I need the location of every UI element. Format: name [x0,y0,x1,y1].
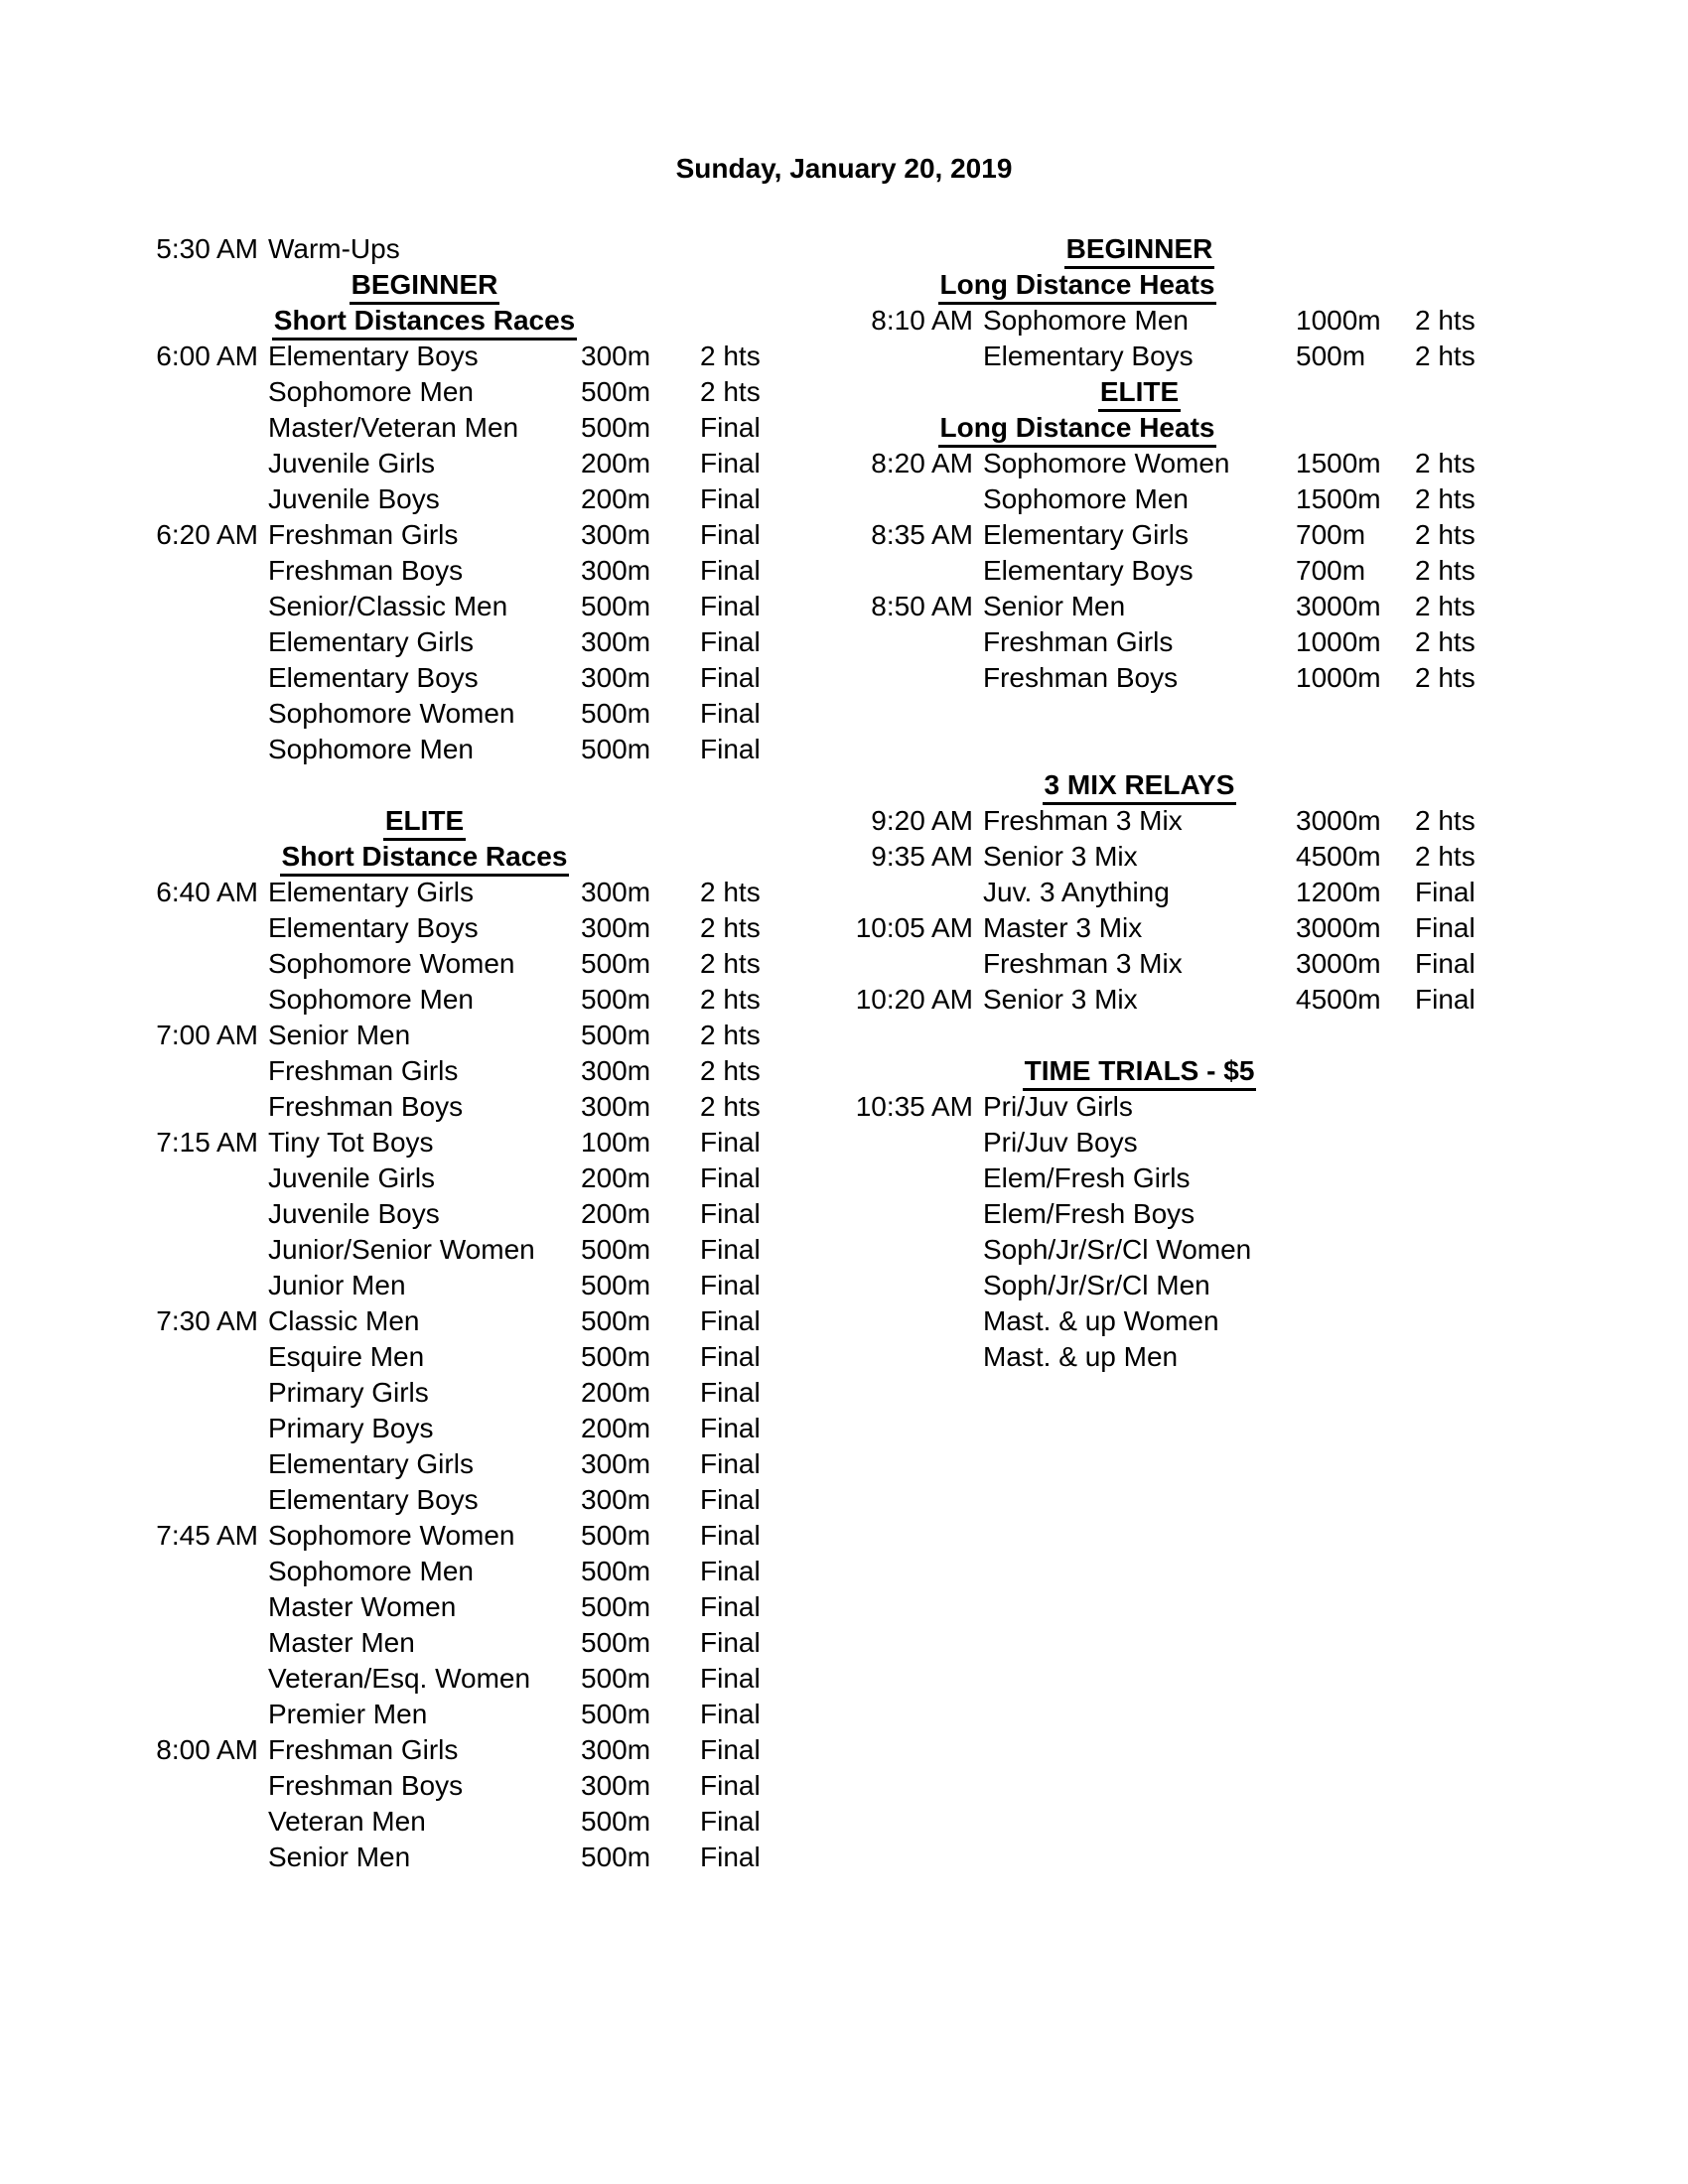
schedule-time: 10:35 AM [855,1091,973,1122]
schedule-distance: 500m [581,1270,651,1300]
schedule-row [859,839,1534,875]
schedule-time: 7:15 AM [156,1127,258,1158]
schedule-distance: 3000m [1296,912,1381,943]
schedule-heat: Final [1415,877,1476,907]
section-header [268,267,581,305]
schedule-heat: 2 hts [1415,805,1476,836]
schedule-row [144,732,819,767]
schedule-event: Sophomore Women [983,448,1230,478]
schedule-distance: 500m [581,1806,651,1837]
schedule-heat: Final [700,555,761,586]
schedule-event: Master 3 Mix [983,912,1143,943]
schedule-heat: Final [700,1627,761,1658]
schedule-row [859,803,1534,839]
section-header-label: Short Distance Races [280,841,570,877]
schedule-row [144,696,819,732]
schedule-heat: 2 hts [700,341,761,371]
schedule-distance: 300m [581,1770,651,1801]
schedule-row [144,1018,819,1053]
schedule-heat: Final [700,1520,761,1551]
schedule-event: Sophomore Men [983,305,1190,336]
schedule-event: Freshman Boys [983,662,1179,693]
schedule-event: Freshman Boys [268,555,464,586]
schedule-heat: 2 hts [1415,519,1476,550]
schedule-distance: 300m [581,1448,651,1479]
schedule-heat: 2 hts [700,1020,761,1050]
schedule-distance: 200m [581,448,651,478]
schedule-row [144,982,819,1018]
schedule-event: Senior Men [268,1842,411,1872]
section-header [859,410,1296,448]
schedule-event: Juvenile Boys [268,483,440,514]
schedule-heat: Final [700,412,761,443]
schedule-distance: 1000m [1296,305,1381,336]
section-header-row [859,231,1534,267]
schedule-distance: 500m [581,1591,651,1622]
schedule-row [144,231,819,267]
schedule-distance: 500m [581,412,651,443]
schedule-event: Juvenile Girls [268,1162,436,1193]
schedule-row [144,1053,819,1089]
schedule-heat: 2 hts [1415,591,1476,621]
schedule-distance: 1000m [1296,662,1381,693]
section-header-label: Long Distance Heats [938,412,1217,448]
schedule-row [144,1482,819,1518]
schedule-heat: Final [700,1556,761,1586]
schedule-heat: Final [700,519,761,550]
schedule-distance: 500m [581,591,651,621]
schedule-row [144,1661,819,1697]
schedule-heat: 2 hts [1415,626,1476,657]
schedule-row [144,374,819,410]
schedule-distance: 500m [581,1842,651,1872]
schedule-distance: 500m [581,1556,651,1586]
schedule-distance: 1500m [1296,483,1381,514]
schedule-distance: 1200m [1296,877,1381,907]
schedule-distance: 500m [581,1520,651,1551]
schedule-event: Sophomore Men [983,483,1190,514]
schedule-row [144,1125,819,1160]
schedule-row [859,589,1534,624]
section-header-row [859,267,1534,303]
schedule-distance: 500m [581,1663,651,1694]
schedule-distance: 1000m [1296,626,1381,657]
schedule-distance: 300m [581,1055,651,1086]
section-header-label: TIME TRIALS - $5 [1023,1055,1257,1091]
schedule-distance: 500m [581,376,651,407]
schedule-row [144,1625,819,1661]
schedule-event: Sophomore Women [268,1520,515,1551]
schedule-heat: Final [700,1305,761,1336]
spacer-row [859,1018,1534,1053]
schedule-heat: 2 hts [700,984,761,1015]
schedule-event: Elem/Fresh Girls [983,1162,1191,1193]
schedule-row [859,660,1534,696]
schedule-row [144,517,819,553]
schedule-row [144,1589,819,1625]
schedule-event: Master Women [268,1591,457,1622]
schedule-heat: 2 hts [700,912,761,943]
schedule-heat: Final [700,662,761,693]
section-header-row [859,767,1534,803]
schedule-event: Mast. & up Women [983,1305,1219,1336]
schedule-heat: 2 hts [1415,448,1476,478]
schedule-time: 5:30 AM [156,233,258,264]
schedule-distance: 4500m [1296,841,1381,872]
section-header [268,839,581,877]
schedule-event: Elementary Boys [268,341,479,371]
schedule-row [859,1268,1534,1303]
schedule-heat: Final [700,1806,761,1837]
schedule-time: 6:00 AM [156,341,258,371]
schedule-distance: 200m [581,1162,651,1193]
schedule-distance: 500m [581,1699,651,1729]
schedule-heat: Final [700,448,761,478]
section-header-label: Long Distance Heats [938,269,1217,305]
schedule-distance: 500m [581,734,651,764]
schedule-row [144,1411,819,1446]
schedule-distance: 200m [581,483,651,514]
schedule-row [859,1303,1534,1339]
schedule-distance: 500m [581,1305,651,1336]
section-header-row [144,803,819,839]
schedule-row [144,1554,819,1589]
schedule-event: Sophomore Men [268,376,475,407]
schedule-row [855,910,1534,946]
schedule-event: Sophomore Men [268,984,475,1015]
section-header-label: Short Distances Races [272,305,577,341]
schedule-row [859,446,1534,481]
schedule-distance: 500m [581,1234,651,1265]
schedule-event: Tiny Tot Boys [268,1127,434,1158]
schedule-time: 9:20 AM [871,805,973,836]
schedule-time: 9:35 AM [871,841,973,872]
schedule-distance: 700m [1296,519,1366,550]
schedule-event: Freshman Girls [268,1055,459,1086]
schedule-heat: Final [700,1734,761,1765]
section-header-label: 3 MIX RELAYS [1043,769,1237,805]
section-header-label: ELITE [383,805,466,841]
section-header [983,1053,1296,1091]
schedule-event: Pri/Juv Girls [983,1091,1133,1122]
schedule-row [144,1232,819,1268]
schedule-heat: 2 hts [1415,483,1476,514]
section-header [983,767,1296,805]
schedule-event: Junior Men [268,1270,406,1300]
section-header-row [144,303,819,339]
spacer-row [859,732,1534,767]
schedule-row [144,1268,819,1303]
schedule-distance: 100m [581,1127,651,1158]
schedule-event: Juvenile Boys [268,1198,440,1229]
schedule-distance: 300m [581,519,651,550]
schedule-row [144,1446,819,1482]
schedule-distance: 500m [581,1020,651,1050]
schedule-heat: Final [700,1198,761,1229]
schedule-event: Sophomore Men [268,1556,475,1586]
schedule-row [859,553,1534,589]
schedule-event: Master Men [268,1627,415,1658]
schedule-row [859,1160,1534,1196]
schedule-event: Juv. 3 Anything [983,877,1170,907]
schedule-time: 6:40 AM [156,877,258,907]
schedule-heat: Final [700,734,761,764]
schedule-distance: 300m [581,341,651,371]
schedule-row [144,446,819,481]
schedule-heat: Final [700,591,761,621]
schedule-distance: 300m [581,1734,651,1765]
schedule-distance: 700m [1296,555,1366,586]
schedule-time: 8:20 AM [871,448,973,478]
spacer-row [144,767,819,803]
schedule-event: Classic Men [268,1305,420,1336]
schedule-row [144,1768,819,1804]
schedule-heat: Final [1415,912,1476,943]
schedule-distance: 300m [581,1091,651,1122]
schedule-event: Freshman 3 Mix [983,948,1183,979]
schedule-time: 6:20 AM [156,519,258,550]
schedule-event: Freshman Boys [268,1770,464,1801]
schedule-heat: Final [700,1377,761,1408]
schedule-row [855,1089,1534,1125]
schedule-heat: Final [700,1127,761,1158]
schedule-event: Premier Men [268,1699,428,1729]
schedule-distance: 1500m [1296,448,1381,478]
schedule-distance: 200m [581,1198,651,1229]
schedule-row [144,1804,819,1840]
schedule-heat: Final [700,1663,761,1694]
schedule-time: 8:50 AM [871,591,973,621]
schedule-distance: 300m [581,912,651,943]
schedule-row [859,1339,1534,1375]
schedule-row [144,1196,819,1232]
schedule-event: Elementary Girls [268,626,474,657]
schedule-row [144,1303,819,1339]
schedule-heat: Final [700,1770,761,1801]
schedule-heat: 2 hts [1415,555,1476,586]
schedule-event: Elementary Girls [268,877,474,907]
schedule-event: Freshman Boys [268,1091,464,1122]
schedule-heat: 2 hts [700,376,761,407]
schedule-time: 10:05 AM [855,912,973,943]
schedule-distance: 200m [581,1413,651,1443]
schedule-heat: Final [700,1413,761,1443]
schedule-row [859,1232,1534,1268]
schedule-event: Primary Boys [268,1413,434,1443]
schedule-event: Sophomore Women [268,948,515,979]
schedule-event: Soph/Jr/Sr/Cl Women [983,1234,1252,1265]
schedule-row [144,946,819,982]
schedule-distance: 500m [1296,341,1366,371]
schedule-event: Elementary Boys [268,662,479,693]
schedule-event: Elementary Boys [983,555,1194,586]
schedule-distance: 3000m [1296,591,1381,621]
schedule-row [144,1697,819,1732]
schedule-row [144,553,819,589]
section-header [983,231,1296,269]
schedule-heat: Final [700,1341,761,1372]
schedule-heat: 2 hts [700,877,761,907]
schedule-heat: 2 hts [1415,662,1476,693]
schedule-time: 8:00 AM [156,1734,258,1765]
section-header-label: ELITE [1098,376,1181,412]
schedule-heat: Final [700,1234,761,1265]
schedule-heat: Final [700,1448,761,1479]
schedule-distance: 500m [581,1341,651,1372]
schedule-row [859,481,1534,517]
schedule-row [859,1125,1534,1160]
schedule-row [144,875,819,910]
spacer-row [859,696,1534,732]
schedule-row [859,624,1534,660]
schedule-heat: 2 hts [1415,841,1476,872]
schedule-event: Primary Girls [268,1377,429,1408]
schedule-row [144,1840,819,1875]
schedule-row [144,410,819,446]
schedule-event: Elementary Boys [983,341,1194,371]
schedule-heat: 2 hts [700,948,761,979]
schedule-event: Freshman 3 Mix [983,805,1183,836]
section-header-label: BEGINNER [350,269,500,305]
schedule-event: Veteran Men [268,1806,426,1837]
schedule-event: Freshman Girls [268,1734,459,1765]
schedule-row [859,1196,1534,1232]
schedule-row [859,303,1534,339]
schedule-distance: 3000m [1296,948,1381,979]
schedule-event: Veteran/Esq. Women [268,1663,531,1694]
section-header-row [144,267,819,303]
schedule-row [144,910,819,946]
schedule-distance: 300m [581,555,651,586]
section-header-row [859,410,1534,446]
schedule-event: Sophomore Women [268,698,515,729]
schedule-heat: Final [700,1699,761,1729]
schedule-event: Freshman Girls [983,626,1174,657]
schedule-row [144,1518,819,1554]
schedule-event: Master/Veteran Men [268,412,519,443]
schedule-time: 7:00 AM [156,1020,258,1050]
schedule-time: 10:20 AM [855,984,973,1015]
schedule-heat: Final [700,1270,761,1300]
schedule-row [144,481,819,517]
schedule-row [144,624,819,660]
schedule-row [144,1732,819,1768]
schedule-event: Esquire Men [268,1341,425,1372]
schedule-distance: 300m [581,626,651,657]
schedule-column-right [855,231,1534,1375]
schedule-heat: Final [700,626,761,657]
schedule-row [859,875,1534,910]
schedule-distance: 300m [581,877,651,907]
schedule-heat: 2 hts [1415,341,1476,371]
schedule-distance: 500m [581,698,651,729]
schedule-heat: Final [1415,948,1476,979]
schedule-event: Pri/Juv Boys [983,1127,1138,1158]
schedule-heat: Final [700,1484,761,1515]
schedule-event: Elementary Boys [268,912,479,943]
schedule-heat: 2 hts [1415,305,1476,336]
schedule-time: 8:10 AM [871,305,973,336]
section-header-row [859,1053,1534,1089]
schedule-event: Soph/Jr/Sr/Cl Men [983,1270,1210,1300]
schedule-column-left [144,231,819,1875]
schedule-distance: 500m [581,984,651,1015]
schedule-row [144,1375,819,1411]
schedule-distance: 500m [581,1627,651,1658]
schedule-event: Juvenile Girls [268,448,436,478]
schedule-event: Senior 3 Mix [983,841,1138,872]
section-header-row [859,374,1534,410]
schedule-event: Senior Men [268,1020,411,1050]
schedule-event: Senior Men [983,591,1126,621]
schedule-time: 8:35 AM [871,519,973,550]
schedule-event: Elementary Girls [268,1448,474,1479]
schedule-heat: Final [700,698,761,729]
schedule-row [859,946,1534,982]
section-header [859,267,1296,305]
schedule-distance: 200m [581,1377,651,1408]
schedule-distance: 3000m [1296,805,1381,836]
schedule-distance: 300m [581,1484,651,1515]
schedule-heat: 2 hts [700,1055,761,1086]
schedule-heat: Final [700,1162,761,1193]
schedule-heat: Final [700,1591,761,1622]
schedule-event: Senior 3 Mix [983,984,1138,1015]
schedule-distance: 500m [581,948,651,979]
schedule-event: Sophomore Men [268,734,475,764]
section-header [268,803,581,841]
page-title: Sunday, January 20, 2019 [675,153,1013,184]
schedule-event: Freshman Girls [268,519,459,550]
schedule-event: Junior/Senior Women [268,1234,535,1265]
schedule-heat: 2 hts [700,1091,761,1122]
schedule-time: 7:45 AM [156,1520,258,1551]
schedule-distance: 4500m [1296,984,1381,1015]
schedule-heat: Final [700,483,761,514]
schedule-event: Elem/Fresh Boys [983,1198,1196,1229]
schedule-row [144,1160,819,1196]
schedule-event: Elementary Girls [983,519,1189,550]
schedule-heat: Final [1415,984,1476,1015]
schedule-event: Senior/Classic Men [268,591,508,621]
schedule-row [855,982,1534,1018]
schedule-heat: Final [700,1842,761,1872]
section-header-label: BEGINNER [1064,233,1215,269]
schedule-event: Warm-Ups [268,233,400,264]
section-header [983,374,1296,412]
schedule-row [144,589,819,624]
schedule-distance: 300m [581,662,651,693]
schedule-row [144,1339,819,1375]
schedule-event: Elementary Boys [268,1484,479,1515]
schedule-row [144,1089,819,1125]
schedule-event: Mast. & up Men [983,1341,1179,1372]
schedule-time: 7:30 AM [156,1305,258,1336]
schedule-row [144,339,819,374]
schedule-row [144,660,819,696]
schedule-row [859,339,1534,374]
schedule-row [859,517,1534,553]
section-header [268,303,581,341]
section-header-row [144,839,819,875]
